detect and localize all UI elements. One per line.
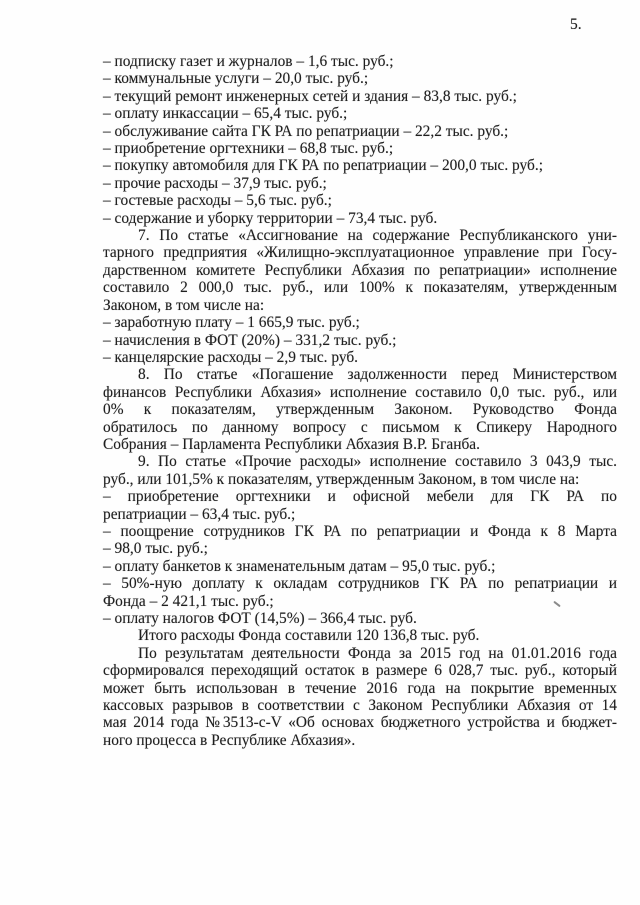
list-item: – содержание и уборку территории – 73,4 тыс. руб. — [103, 209, 438, 227]
list-item: – текущий ремонт инженерных сетей и здания – 83,8 тыс. руб.; — [103, 87, 517, 105]
list-item: – гостевые расходы – 5,6 тыс. руб.; — [103, 192, 332, 210]
paragraph-line: мая 2014 года №3513-с-V «Об основах бюджетного устройства и бюджет- — [103, 714, 617, 732]
paragraph-line: По результатам деятельности Фонда за 2015 год на 01.01.2016 года — [138, 644, 617, 662]
list-item-wrap: – 98,0 тыс. руб.; — [103, 540, 208, 558]
list-item: – обслуживание сайта ГК РА по репатриации – 22,2 тыс. руб.; — [103, 122, 509, 140]
paragraph-line: сформировался переходящий остаток в размере 6 028,7 тыс. руб., который — [103, 662, 617, 680]
paragraph-line: кассовых разрывов в соответствии с Законом Республики Абхазия от 14 — [103, 697, 617, 715]
paragraph-line: ного процесса в Республике Абхазия». — [103, 731, 356, 749]
paragraph-line: 7. По статье «Ассигнование на содержание Республиканского уни- — [138, 227, 617, 245]
list-item: – оплату инкассации – 65,4 тыс. руб.; — [103, 105, 348, 123]
list-item: – приобретение оргтехники – 68,8 тыс. руб.; — [103, 140, 394, 158]
paragraph-line: составило 2 000,0 тыс. руб., или 100% к показателям, утвержденным — [103, 279, 617, 297]
list-item: – канцелярские расходы – 2,9 тыс. руб. — [103, 348, 359, 366]
list-item: – заработную плату – 1 665,9 тыс. руб.; — [103, 314, 360, 332]
paragraph-line: тарного предприятия «Жилищно-эксплуатационное управление при Госу- — [103, 244, 617, 262]
paragraph-line: может быть использован в течение 2016 года на покрытие временных — [103, 679, 617, 697]
paragraph-line: руб., или 101,5% к показателям, утвержденным Законом, в том числе на: — [103, 470, 580, 488]
list-item: – 50%-ную доплату к окладам сотрудников ГК РА по репатриации и — [103, 575, 617, 593]
list-item: – поощрение сотрудников ГК РА по репатриации и Фонда к 8 Марта — [103, 522, 617, 540]
list-item: – оплату банкетов к знаменательным датам – 95,0 тыс. руб.; — [103, 557, 496, 575]
list-item: – подписку газет и журналов – 1,6 тыс. руб.; — [103, 53, 394, 70]
totals-line: Итого расходы Фонда составили 120 136,8 тыс. руб. — [138, 627, 480, 645]
document-text-block — [103, 53, 617, 749]
list-item: – прочие расходы – 37,9 тыс. руб.; — [103, 174, 327, 192]
paragraph-line: 9. По статье «Прочие расходы» исполнение составило 3 043,9 тыс. — [138, 453, 617, 471]
list-item: – начисления в ФОТ (20%) – 331,2 тыс. руб.; — [103, 331, 397, 349]
paragraph-line: Собрания – Парламента Республики Абхазия В.Р. Бганба. — [103, 435, 480, 453]
list-item-wrap: Фонда – 2 421,1 тыс. руб.; — [103, 592, 274, 610]
paragraph-line: Законом, в том числе на: — [103, 296, 265, 314]
paragraph-line: 8. По статье «Погашение задолженности перед Министерством — [138, 366, 617, 384]
paragraph-line: обратилось по данному вопросу с письмом к Спикеру Народного — [103, 418, 617, 436]
paragraph-line: финансов Республики Абхазия» исполнение составило 0,0 тыс. руб., или — [103, 383, 617, 401]
paragraph-line: дарственном комитете Республики Абхазия по репатриации» исполнение — [103, 261, 617, 279]
paragraph-line: 0% к показателям, утвержденным Законом. Руководство Фонда — [103, 401, 617, 419]
list-item: – приобретение оргтехники и офисной мебели для ГК РА по — [103, 488, 617, 506]
list-item-wrap: репатриации – 63,4 тыс. руб.; — [103, 505, 296, 523]
list-item: – коммунальные услуги – 20,0 тыс. руб.; — [103, 70, 369, 88]
list-item: – покупку автомобиля для ГК РА по репатриации – 200,0 тыс. руб.; — [103, 157, 543, 175]
page-number: 5. — [570, 16, 582, 33]
list-item: – оплату налогов ФОТ (14,5%) – 366,4 тыс. руб. — [103, 610, 417, 627]
